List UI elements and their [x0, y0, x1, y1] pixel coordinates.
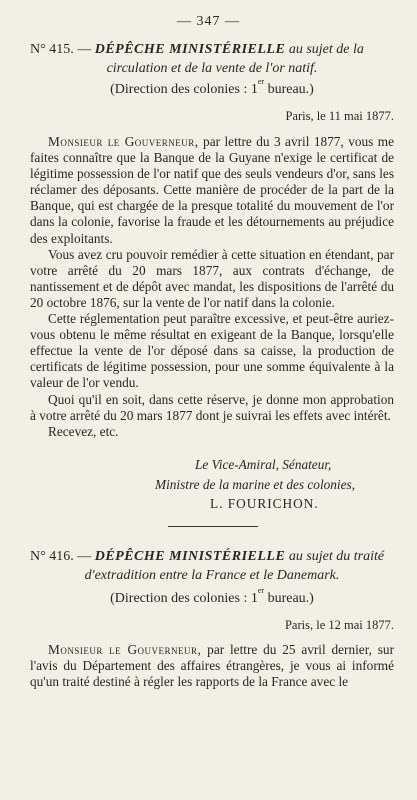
doc416-dash: — — [73, 549, 95, 564]
doc416-date: Paris, le 12 mai 1877. — [284, 618, 394, 632]
doc415-heading — [30, 40, 394, 78]
doc415-paragraph-1 — [30, 134, 394, 247]
doc415-body — [30, 134, 394, 440]
doc416-heading — [30, 547, 394, 585]
doc415-signature-line-2: Ministre de la marine et des colonies, — [155, 477, 356, 492]
page-number: — 347 — — [177, 14, 240, 29]
doc416-direction-sup: er — [257, 586, 265, 595]
doc415-date: Paris, le 11 mai 1877. — [285, 109, 394, 123]
doc415-subject-a: au sujet de la — [285, 42, 364, 57]
doc415-direction-a: (Direction des colonies : 1 — [110, 82, 258, 97]
doc415-paragraph-2: Vous avez cru pouvoir remédier à cette situation en étendant, par votre arrêté du 20 mars 1877, aux contrats d'échange, de nantissement et de dépôt avec mandat, les dispositions de l'arrêté du 20 octobre 1876, sur la vente de l'or natif dans la colonie. — [30, 246, 394, 310]
doc416-salutation: Monsieur le Gouverneur, — [48, 642, 202, 657]
doc416-paragraph-1 — [30, 642, 394, 690]
doc415-signature-line-1: Le Vice-Amiral, Sénateur, — [195, 457, 332, 472]
doc416-direction-a: (Direction des colonies : 1 — [110, 591, 258, 606]
doc416-number: N° 416. — [30, 549, 74, 564]
doc416-subject-a: au sujet du traité — [285, 549, 385, 564]
doc415-dash: — — [73, 42, 95, 57]
doc415-title: DÉPÊCHE MINISTÉRIELLE — [94, 42, 286, 57]
doc415-p1-text: par lettre du 3 avril 1877, vous me faites connaître que la Banque de la Guyane n'exige le certificat de légitime possession de l'or natif que des seuls vendeurs d'or, sans les réclamer des déposants. Cette manière de procéder de la part de la Banque, qui est chargée de la presque totalité du mouvement de l'or dans la colonie, favorise la fraude et les détournements au préjudice des exploitants. — [30, 134, 394, 246]
doc415-paragraph-3: Cette réglementation peut paraître excessive, et peut-être auriez-vous obtenu le même résultat en exigeant de la Banque, lorsqu'elle effectue la vente de l'or déposé dans sa caisse, la production de certificats de légitime possession, pour une somme équivalente à la valeur de l'or vendu. — [30, 311, 394, 391]
doc416-direction — [30, 586, 394, 607]
doc416-p1-text: par lettre du 25 avril dernier, sur l'avis du Département des affaires étrangères, je vous ai informé qu'un traité destiné à régler les rapports de la France avec le — [30, 642, 394, 690]
doc416-title: DÉPÊCHE MINISTÉRIELLE — [94, 549, 286, 564]
doc415-direction-b: bureau.) — [264, 82, 314, 97]
doc415-signature-name: L. FOURICHON. — [210, 496, 319, 511]
doc415-direction — [30, 77, 394, 98]
doc416-subject-b: d'extradition entre la France et le Danemark. — [84, 568, 340, 583]
doc415-paragraph-4: Quoi qu'il en soit, dans cette réserve, je donne mon approbation à votre arrêté du 20 mars 1877 dont je suivrai les effets avec intérêt. — [30, 391, 394, 423]
doc416-direction-b: bureau.) — [264, 591, 314, 606]
section-divider — [168, 526, 258, 527]
doc415-paragraph-5: Recevez, etc. — [48, 423, 119, 439]
doc415-subject-b: circulation et de la vente de l'or natif. — [106, 61, 318, 76]
doc415-salutation: Monsieur le Gouverneur, — [48, 134, 199, 149]
doc415-number: N° 415. — [30, 42, 74, 57]
doc415-direction-sup: er — [257, 77, 265, 86]
doc416-body — [30, 642, 394, 690]
